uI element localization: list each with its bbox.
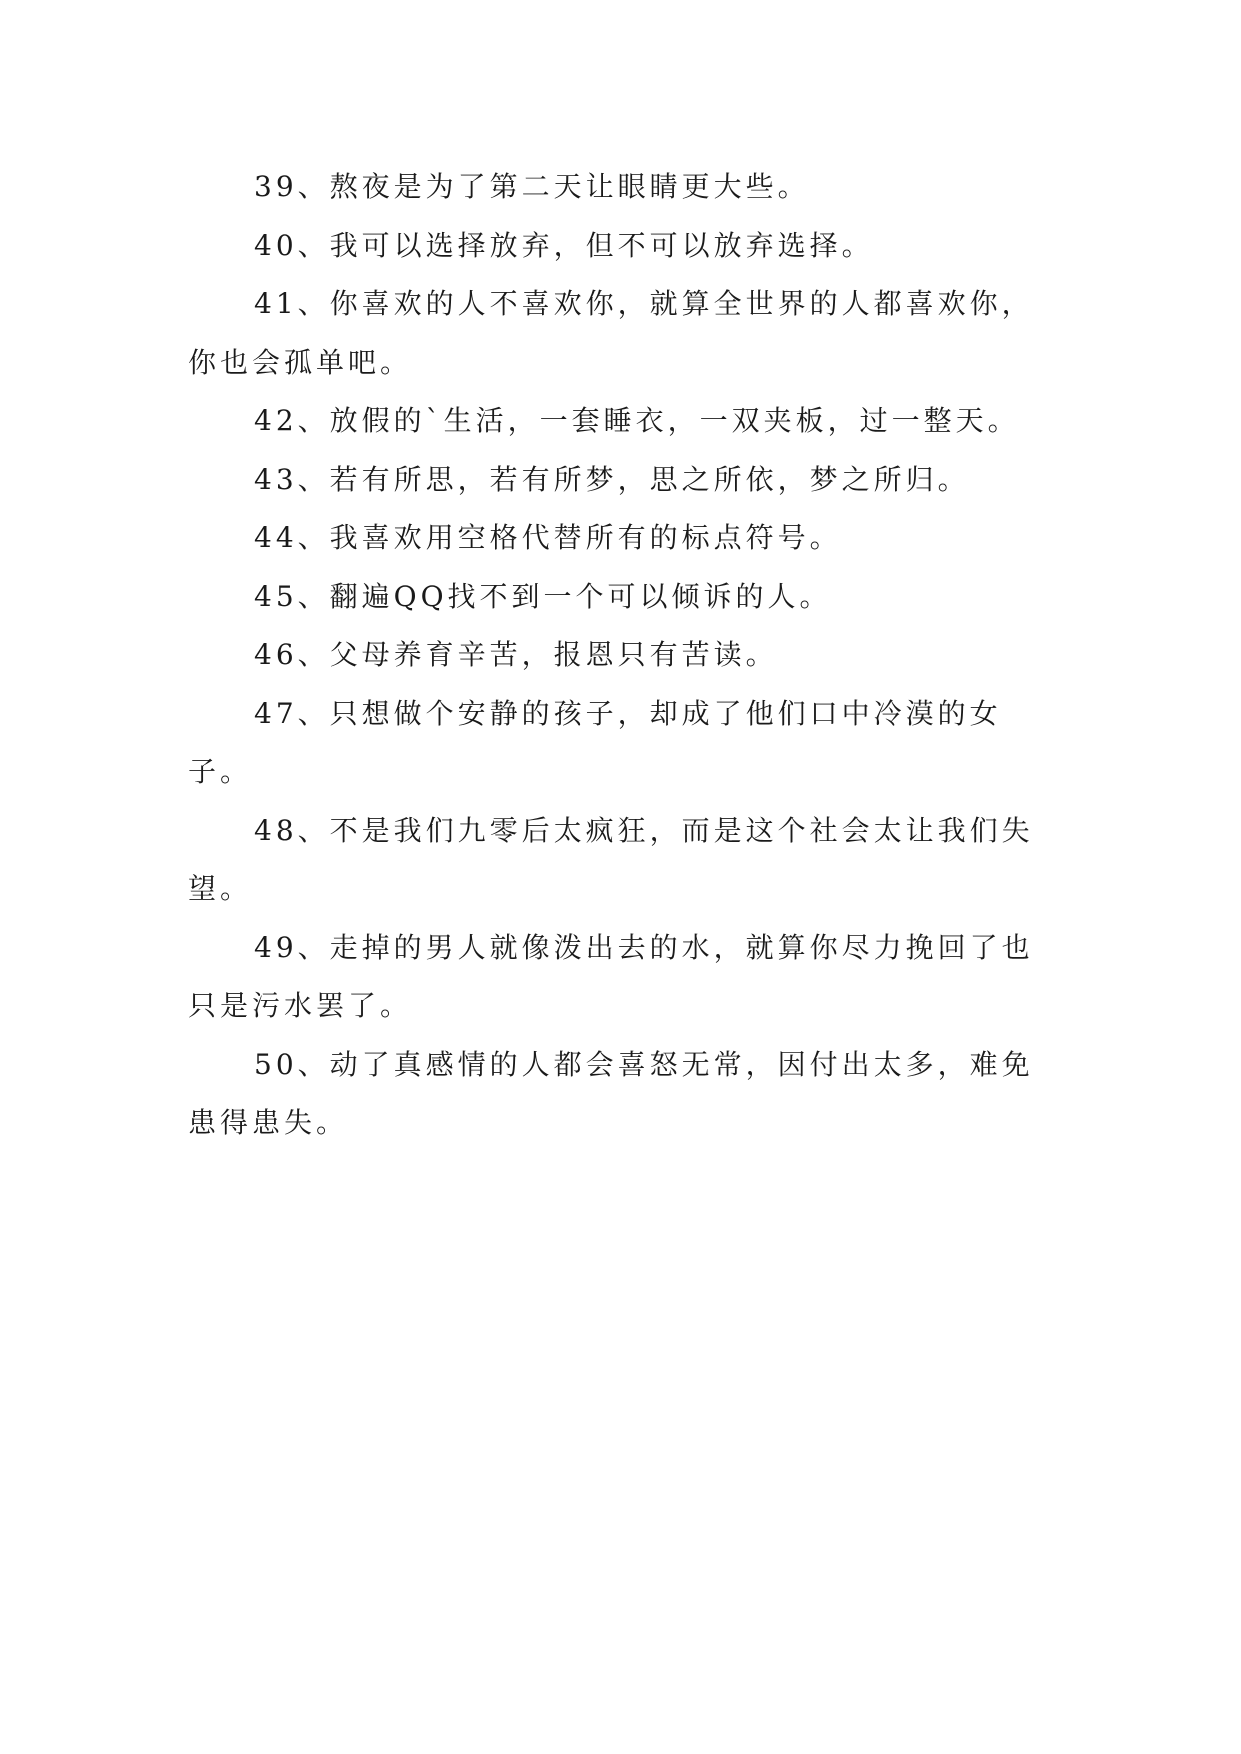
paragraph-46: 46、父母养育辛苦，报恩只有苦读。 xyxy=(254,638,778,671)
paragraph-48: 48、不是我们九零后太疯狂，而是这个社会太让我们失望。 xyxy=(188,813,1034,905)
paragraph-47: 47、只想做个安静的孩子，却成了他们口中冷漠的女子。 xyxy=(188,696,1002,788)
paragraph-41: 41、你喜欢的人不喜欢你，就算全世界的人都喜欢你，你也会孤单吧。 xyxy=(188,287,1034,379)
paragraph-42: 42、放假的`生活，一套睡衣，一双夹板，过一整天。 xyxy=(254,404,1020,437)
paragraph-49: 49、走掉的男人就像泼出去的水，就算你尽力挽回了也只是污水罢了。 xyxy=(188,930,1034,1022)
paragraph-39: 39、熬夜是为了第二天让眼睛更大些。 xyxy=(254,170,810,203)
paragraph-44: 44、我喜欢用空格代替所有的标点符号。 xyxy=(254,521,842,554)
document-body xyxy=(188,158,1058,1153)
paragraph-50: 50、动了真感情的人都会喜怒无常，因付出太多，难免患得患失。 xyxy=(188,1047,1034,1139)
paragraph-43: 43、若有所思，若有所梦，思之所依，梦之所归。 xyxy=(254,462,970,496)
paragraph-40: 40、我可以选择放弃，但不可以放弃选择。 xyxy=(254,228,874,262)
paragraph-45: 45、翻遍QQ找不到一个可以倾诉的人。 xyxy=(254,579,832,613)
